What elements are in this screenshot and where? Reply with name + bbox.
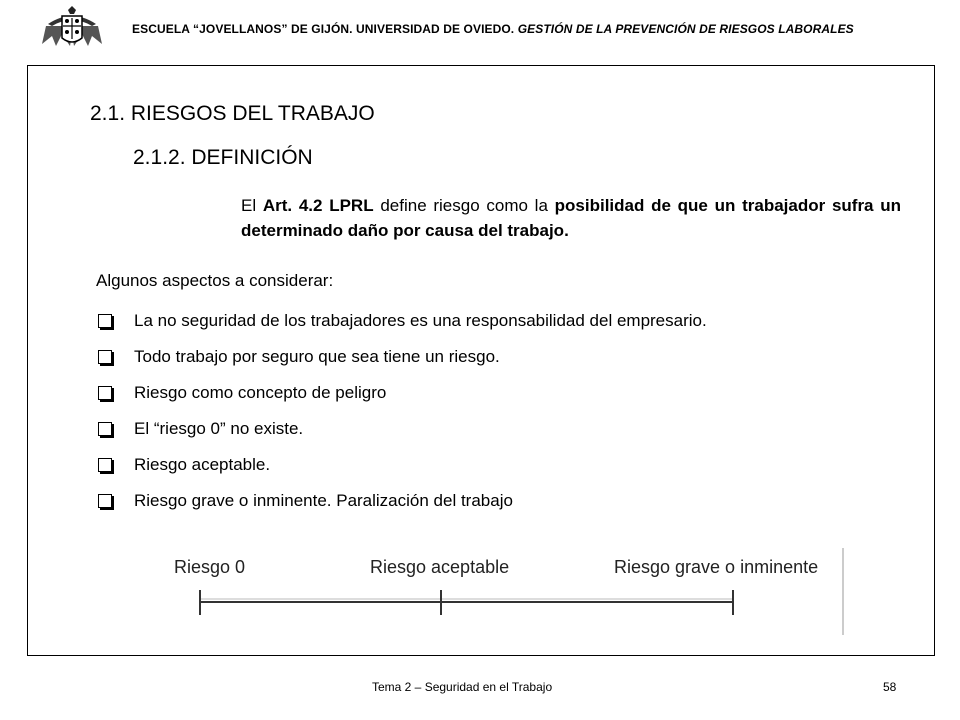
definition-article: Art. 4.2 LPRL [262, 196, 374, 215]
subsection-heading: 2.1.2. DEFINICIÓN [133, 146, 313, 169]
list-item [96, 419, 707, 455]
list-item-text: La no seguridad de los trabajadores es una responsabilidad del empresario. [134, 311, 707, 330]
header-subject: GESTIÓN DE LA PREVENCIÓN DE RIESGOS LABORALES [517, 22, 854, 36]
list-item-text: Riesgo grave o inminente. Paralización del trabajo [134, 491, 513, 510]
risk-scale-line [160, 545, 860, 635]
list-item-text: Todo trabajo por seguro que sea tiene un riesgo. [134, 347, 500, 366]
list-item-text: El “riesgo 0” no existe. [134, 419, 304, 438]
checkbox-bullet-icon [98, 386, 112, 400]
list-item [96, 347, 707, 383]
footer-title: Tema 2 – Seguridad en el Trabajo [372, 680, 553, 694]
checkbox-bullet-icon [98, 314, 112, 328]
checkbox-bullet-icon [98, 422, 112, 436]
header-institution: ESCUELA “JOVELLANOS” DE GIJÓN. UNIVERSIDAD DE OVIEDO. [132, 22, 515, 36]
list-item [96, 311, 707, 347]
scale-label-acceptable-risk: Riesgo aceptable [370, 557, 510, 577]
list-item-text: Riesgo como concepto de peligro [134, 383, 387, 402]
checkbox-bullet-icon [98, 458, 112, 472]
checkbox-bullet-icon [98, 494, 112, 508]
aspects-list [96, 311, 707, 527]
scale-label-grave-risk: Riesgo grave o inminente [614, 557, 819, 577]
definition-paragraph [241, 193, 901, 243]
list-item-text: Riesgo aceptable. [134, 455, 271, 474]
definition-middle: define riesgo como la [380, 196, 548, 215]
page-number: 58 [883, 680, 897, 694]
page-header [132, 22, 922, 36]
scale-label-risk-zero: Riesgo 0 [174, 557, 246, 577]
definition-prefix: El [241, 196, 257, 215]
section-heading: 2.1. RIESGOS DEL TRABAJO [90, 102, 375, 125]
university-crest-logo [42, 6, 102, 48]
list-item [96, 383, 707, 419]
risk-scale-diagram [160, 545, 860, 635]
checkbox-bullet-icon [98, 350, 112, 364]
aspects-intro: Algunos aspectos a considerar: [96, 271, 334, 290]
definition-highlight: posibilidad de que un trabajador sufra un determinado daño por causa del trabajo. [241, 196, 901, 240]
list-item [96, 491, 707, 527]
list-item [96, 455, 707, 491]
